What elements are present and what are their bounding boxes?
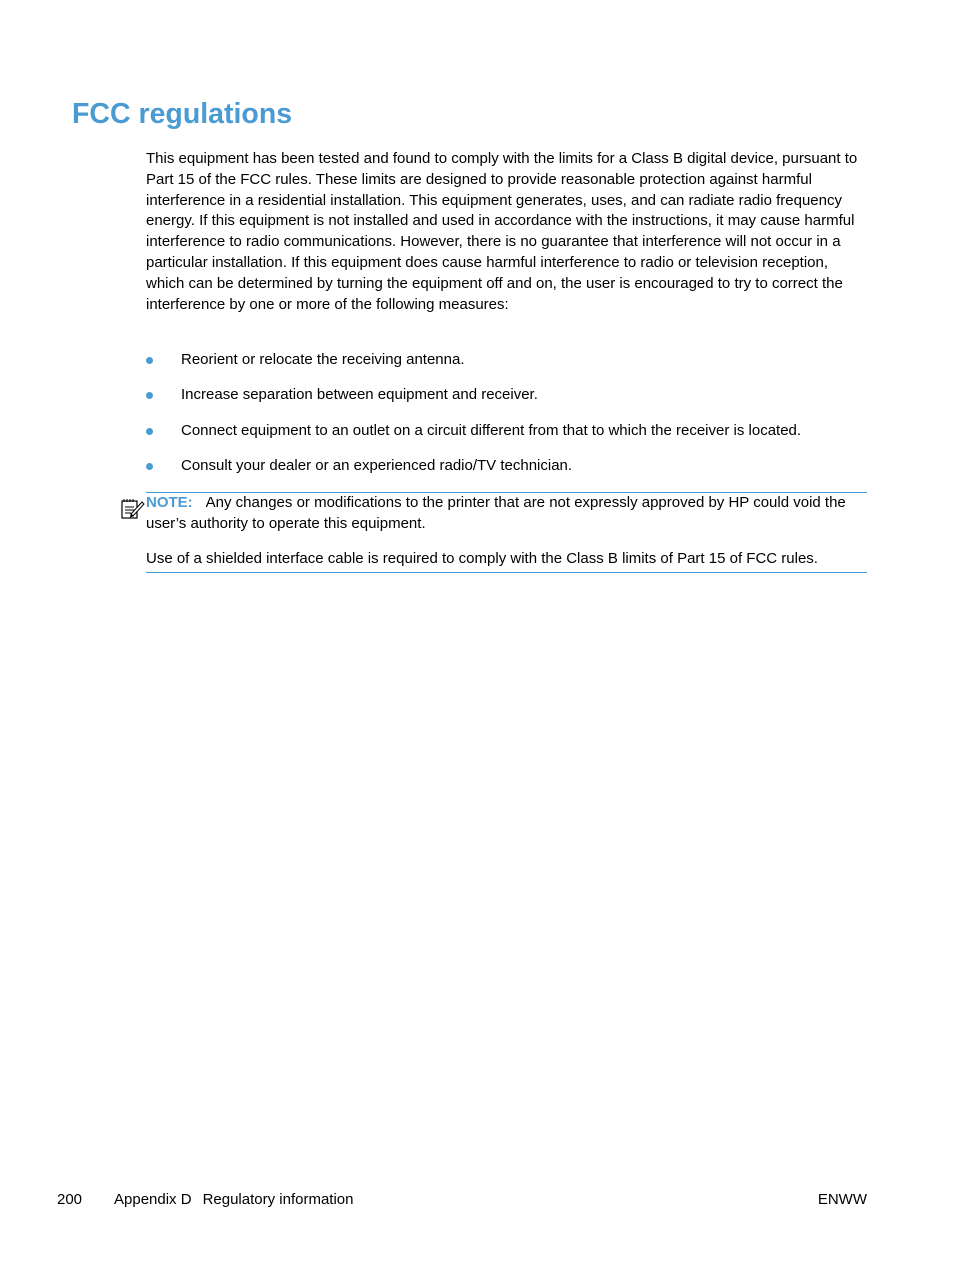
note-label: NOTE: bbox=[146, 494, 193, 511]
intro-paragraph: This equipment has been tested and found to comply with the limits for a Class B digital device, pursuant to Part 15 of the FCC rules. These limits are designed to provide reasonable protection against harmful interference in a residential installation. This equipment generates, uses, and can radiate radio frequency energy. If this equipment is not installed and used in accordance with the instructions, it may cause harmful interference to radio communications. However, there is no guarantee that interference will not occur in a particular installation. If this equipment does cause harmful interference to radio or television reception, which can be determined by turning the equipment off and on, the user is encouraged to try to correct the interference by one or more of the following measures: bbox=[146, 150, 858, 313]
measure-text: Increase separation between equipment and receiver. bbox=[181, 386, 538, 404]
note-pencil-icon bbox=[119, 496, 145, 520]
bullet-icon bbox=[146, 357, 153, 364]
measure-text: Connect equipment to an outlet on a circuit different from that to which the receiver is located. bbox=[181, 421, 802, 439]
footer-right-label: ENWW bbox=[817, 1191, 867, 1208]
list-item bbox=[146, 385, 868, 406]
footer-chapter bbox=[114, 1190, 353, 1210]
bullet-icon bbox=[146, 392, 153, 399]
footer-chapter-label: Appendix D bbox=[114, 1191, 192, 1208]
measures-list bbox=[146, 350, 868, 492]
list-item bbox=[146, 456, 868, 477]
list-item bbox=[146, 421, 868, 442]
footer-page-number: 200 bbox=[57, 1191, 83, 1208]
note-paragraph bbox=[146, 493, 868, 535]
shielded-cable-paragraph: Use of a shielded interface cable is required to comply with the Class B limits of Part 15 of FCC rules. bbox=[146, 550, 818, 567]
bullet-icon bbox=[146, 428, 153, 435]
footer-chapter-title: Regulatory information bbox=[202, 1191, 354, 1208]
bullet-icon bbox=[146, 463, 153, 470]
note-text: Any changes or modifications to the printer that are not expressly approved by HP could void the user’s authority to operate this equipment. bbox=[146, 494, 846, 532]
measure-text: Consult your dealer or an experienced radio/TV technician. bbox=[181, 457, 573, 475]
list-item bbox=[146, 350, 868, 371]
measure-text: Reorient or relocate the receiving antenna. bbox=[181, 351, 465, 368]
page-title: FCC regulations bbox=[72, 98, 293, 130]
